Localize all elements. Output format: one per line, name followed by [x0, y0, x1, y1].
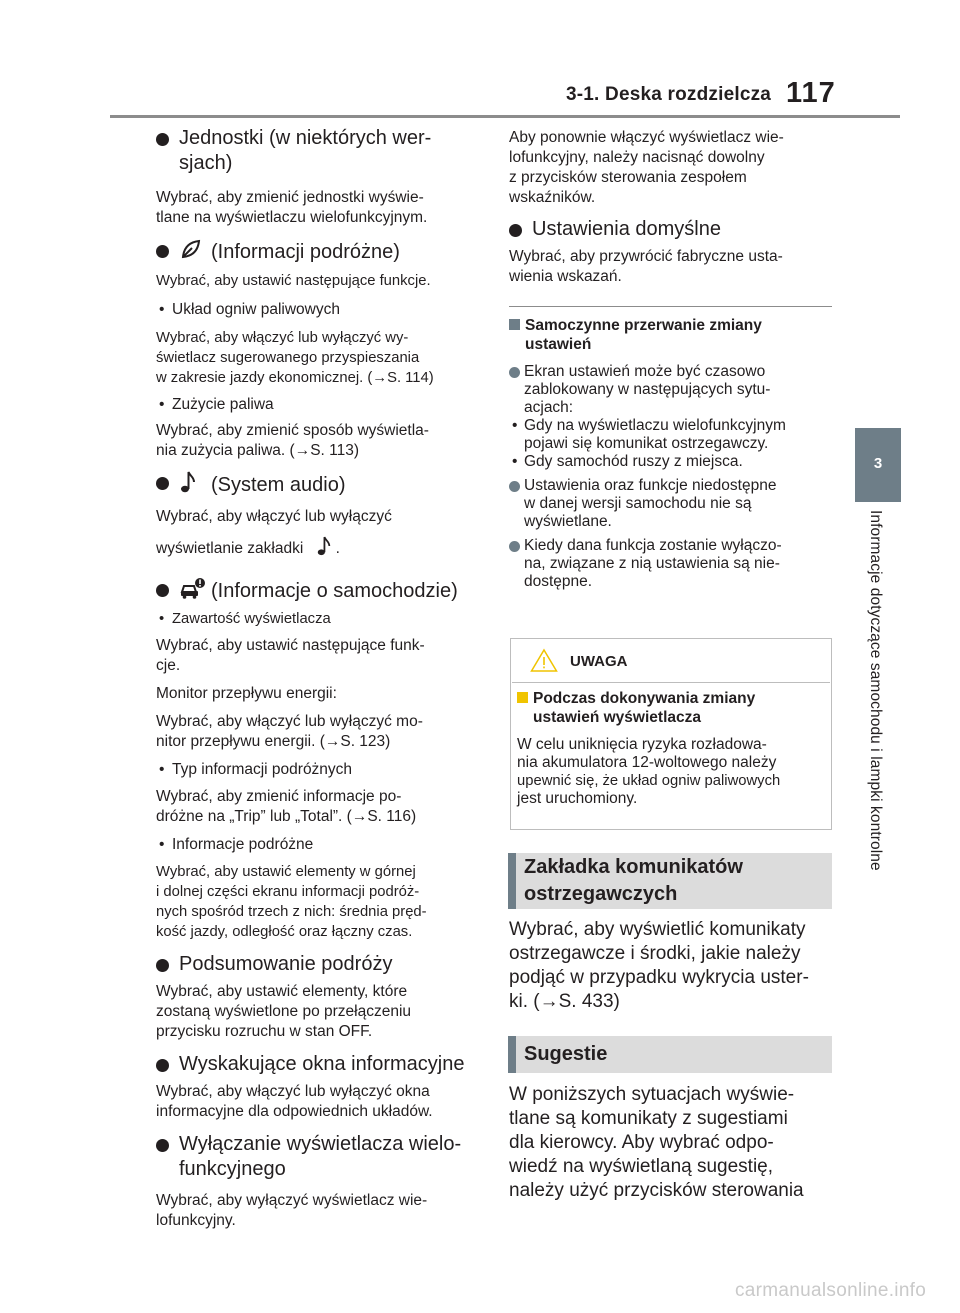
- list-item: • Informacje podróżne: [156, 835, 481, 855]
- warning-text: W celu uniknięcia ryzyka rozładowa- nia akumulatora 12-woltowego należy upewnić się, że układ ogniw paliwowych jest uruchomiony.: [517, 736, 781, 807]
- section-heading-warnings: [508, 853, 832, 909]
- reenable-text: Aby ponownie włączyć wyświetlacz wie-: [509, 129, 784, 146]
- audio-desc-line: wyświetlanie zakładki .: [156, 535, 481, 563]
- watermark: carmanualsonline.info: [735, 1280, 927, 1301]
- section-stripe: [508, 1036, 516, 1073]
- car-info-icon: [179, 577, 211, 606]
- energy-label: Monitor przepływu energii:: [156, 685, 337, 702]
- travel-desc: nych spośród trzech z nich: średnia pręd-: [156, 904, 427, 920]
- defaults-desc: wienia wskazań.: [509, 268, 622, 285]
- summary-heading: Podsumowanie podróży: [156, 952, 481, 977]
- warning-label: UWAGA: [570, 653, 628, 670]
- warning-triangle-icon: [530, 648, 558, 678]
- section-header: 3-1. Deska rozdzielcza: [566, 84, 772, 105]
- reenable-text: z przycisków sterowania zespołem: [509, 169, 747, 186]
- page-number: 117: [786, 77, 836, 109]
- bullet-icon: [156, 133, 169, 146]
- reenable-text: wskaźników.: [509, 189, 596, 206]
- units-desc: Wybrać, aby zmienić jednostki wyświe-: [156, 189, 424, 206]
- units-desc: tlane na wyświetlaczu wielofunkcyjnym.: [156, 209, 428, 226]
- bullet-icon: [156, 959, 169, 972]
- units-heading: Jednostki (w niektórych wer- sjach): [156, 126, 481, 176]
- summary-desc: Wybrać, aby ustawić elementy, które: [156, 983, 408, 1000]
- content-desc: Wybrać, aby ustawić następujące funk-: [156, 637, 425, 654]
- bullet-icon: [156, 1139, 169, 1152]
- warning-box: [510, 638, 832, 830]
- bullet-icon: [156, 584, 169, 597]
- consumption-desc: Wybrać, aby zmienić sposób wyświetla-: [156, 422, 429, 439]
- audio-heading: (System audio): [156, 470, 481, 501]
- section-title: Sugestie: [524, 1043, 608, 1065]
- square-bullet-icon: [517, 692, 528, 703]
- bullet-icon: [509, 367, 520, 378]
- defaults-desc: Wybrać, aby przywrócić fabryczne usta-: [509, 248, 783, 265]
- audio-desc: Wybrać, aby włączyć lub wyłączyć: [156, 508, 392, 525]
- bullet-icon: [156, 1059, 169, 1072]
- section-title: Zakładka komunikatów ostrzegawczych: [524, 856, 743, 905]
- vehicle-heading: (Informacje o samochodzie): [156, 577, 481, 606]
- leaf-icon: [179, 238, 211, 267]
- fuel-desc: Wybrać, aby włączyć lub wyłączyć wy-: [156, 330, 409, 346]
- bullet-icon: [156, 245, 169, 258]
- content-desc: cje.: [156, 657, 181, 674]
- left-column: [156, 126, 481, 1231]
- divider: [509, 306, 832, 307]
- display-off-desc: lofunkcyjny.: [156, 1212, 236, 1229]
- travel-desc: kość jazdy, odległość oraz łączny czas.: [156, 924, 413, 940]
- section-heading-suggestions: [508, 1036, 832, 1073]
- fuel-desc: świetlacz sugerowanego przyspieszania: [156, 350, 420, 366]
- chapter-number: 3: [873, 455, 883, 472]
- trip-desc: Wybrać, aby ustawić następujące funkcje.: [156, 273, 431, 289]
- trip-heading: (Informacji podróżne): [156, 238, 481, 267]
- note-item: Ustawienia oraz funkcje niedostępne w danej wersji samochodu nie są wyświetlane.: [509, 477, 834, 531]
- bullet-icon: [509, 541, 520, 552]
- energy-desc: nitor przepływu energii. (→S. 123): [156, 733, 391, 750]
- right-column: [509, 128, 834, 287]
- bullet-icon: [156, 477, 169, 490]
- defaults-heading: Ustawienia domyślne: [509, 217, 834, 242]
- reenable-text: lofunkcyjny, należy nacisnąć dowolny: [509, 149, 765, 166]
- fuel-desc: w zakresie jazdy ekonomicznej. (→S. 114): [156, 370, 434, 386]
- display-off-heading: Wyłączanie wyświetlacza wielo- funkcyjnego: [156, 1132, 481, 1182]
- warnings-text: Wybrać, aby wyświetlić komunikaty ostrzegawcze i środki, jakie należy podjąć w przypadku wykrycia uster- ki. (→S. 433): [509, 919, 809, 1012]
- auto-cancel-title: Samoczynne przerwanie zmiany ustawień: [509, 316, 834, 354]
- warning-title: Podczas dokonywania zmiany ustawień wyświetlacza: [517, 689, 755, 727]
- square-bullet-icon: [509, 319, 520, 330]
- travel-desc: Wybrać, aby ustawić elementy w górnej: [156, 864, 416, 880]
- popup-desc: Wybrać, aby włączyć lub wyłączyć okna: [156, 1083, 430, 1100]
- auto-cancel-note: [509, 316, 834, 591]
- section-stripe: [508, 853, 516, 909]
- summary-desc: przycisku rozruchu w stan OFF.: [156, 1023, 373, 1040]
- suggestions-text: W poniższych sytuacjach wyświe- tlane są komunikaty z sugestiami dla kierowcy. Aby wybrać odpo- wiedź na wyświetlaną sugestię, należy użyć przycisków sterowania: [509, 1084, 804, 1201]
- bullet-icon: [509, 481, 520, 492]
- note-subitem: • Gdy na wyświetlaczu wielofunkcyjnym pojawi się komunikat ostrzegawczy. • Gdy samochód ruszy z miejsca.: [512, 417, 786, 470]
- travel-desc: i dolnej części ekranu informacji podróż-: [156, 884, 420, 900]
- list-item: • Zużycie paliwa: [156, 395, 481, 415]
- music-note-icon: [316, 535, 332, 563]
- header-divider: [110, 115, 900, 118]
- energy-desc: Wybrać, aby włączyć lub wyłączyć mo-: [156, 713, 423, 730]
- list-item: • Układ ogniw paliwowych: [156, 300, 481, 320]
- warning-divider: [512, 682, 830, 683]
- music-note-icon: [179, 470, 211, 501]
- note-item: Ekran ustawień może być czasowo zablokowany w następujących sytu- acjach:: [509, 363, 834, 417]
- popup-desc: informacyjne dla odpowiednich układów.: [156, 1103, 433, 1120]
- tripinfo-desc: Wybrać, aby zmienić informacje po-: [156, 788, 402, 805]
- summary-desc: zostaną wyświetlone po przełączeniu: [156, 1003, 412, 1020]
- note-item: Kiedy dana funkcja zostanie wyłączo- na, związane z nią ustawienia są nie- dostępne.: [509, 537, 834, 591]
- warning-header: [511, 639, 831, 682]
- tripinfo-desc: dróżne na „Trip” lub „Total”. (→S. 116): [156, 808, 417, 825]
- display-off-desc: Wybrać, aby wyłączyć wyświetlacz wie-: [156, 1192, 428, 1209]
- chapter-title: Informacje dotyczące samochodu i lampki kontrolne: [867, 510, 884, 871]
- list-item: • Zawartość wyświetlacza: [156, 609, 481, 629]
- bullet-icon: [509, 224, 522, 237]
- list-item: • Typ informacji podróżnych: [156, 760, 481, 780]
- popup-heading: Wyskakujące okna informacyjne: [156, 1052, 481, 1077]
- consumption-desc: nia zużycia paliwa. (→S. 113): [156, 442, 360, 459]
